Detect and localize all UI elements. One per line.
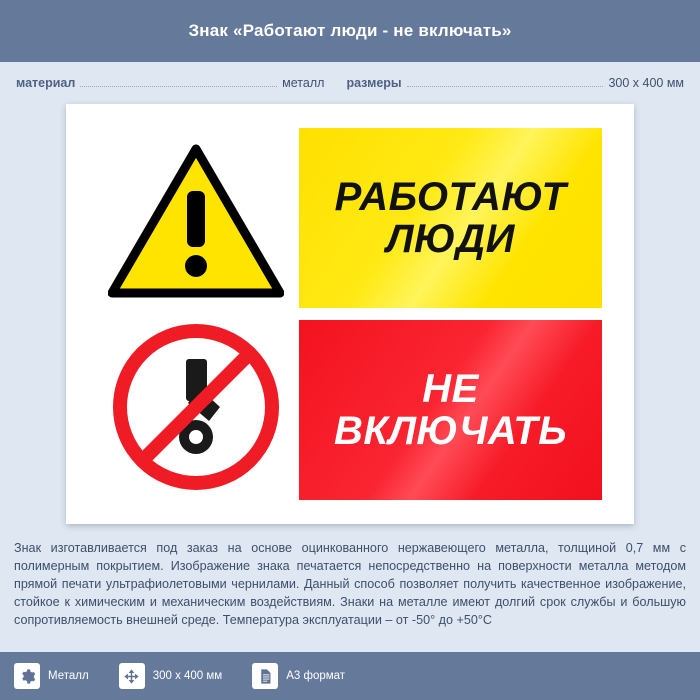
page-footer [0, 652, 700, 700]
warning-icon-cell [98, 128, 293, 314]
spec-material-value: металл [282, 76, 325, 90]
yellow-panel-text [335, 176, 567, 260]
footer-label-size: 300 x 400 мм [152, 670, 223, 682]
red-panel-text [334, 368, 567, 452]
no-switch-icon [110, 321, 282, 493]
specs-bar [0, 62, 700, 104]
footer-item-material[interactable] [14, 663, 89, 689]
footer-item-format[interactable] [252, 663, 345, 689]
prohibition-icon-cell [98, 314, 293, 500]
spec-size [346, 76, 684, 90]
arrows-resize-icon [119, 663, 145, 689]
exclamation-triangle-icon [108, 141, 284, 301]
sign-card-wrap [0, 104, 700, 524]
yellow-panel-line1: РАБОТАЮТ [334, 175, 567, 219]
dot-leader [80, 76, 277, 87]
sign-graphic [98, 128, 602, 500]
spec-material-label: материал [16, 76, 76, 90]
red-panel-line1: НЕ [422, 367, 479, 411]
footer-label-format: A3 формат [286, 670, 346, 682]
document-icon [252, 663, 278, 689]
page-title: Знак «Работают люди - не включать» [188, 21, 512, 40]
footer-item-size[interactable] [119, 663, 223, 689]
page-header [0, 0, 700, 62]
spec-material [16, 76, 324, 90]
dot-leader [407, 76, 604, 87]
red-panel-line2: ВКЛЮЧАТЬ [333, 409, 568, 453]
red-text-panel [299, 320, 602, 500]
gear-icon [14, 663, 40, 689]
footer-label-material: Металл [48, 670, 89, 682]
sign-card [66, 104, 634, 524]
description-text: Знак изготавливается под заказ на основе оцинкованного нержавеющего металла, толщиной 0,7 мм с полимерным покрытием. Изображение знака печатается непосредственно на поверхности металла методом прямой печати ультрафиолетовыми чернилами. Данный способ позволяет получить качественное изображение, стойкое к химическим и механическим воздействиям. Знаки на металле имеют долгий срок службы и большую сопротивляемость внешней среде. Температура эксплуатации – от -50° до +50°С [14, 541, 686, 627]
yellow-panel-line2: ЛЮДИ [386, 217, 515, 261]
spec-size-label: размеры [346, 76, 402, 90]
yellow-text-panel [299, 128, 602, 308]
spec-size-value: 300 x 400 мм [608, 76, 685, 90]
